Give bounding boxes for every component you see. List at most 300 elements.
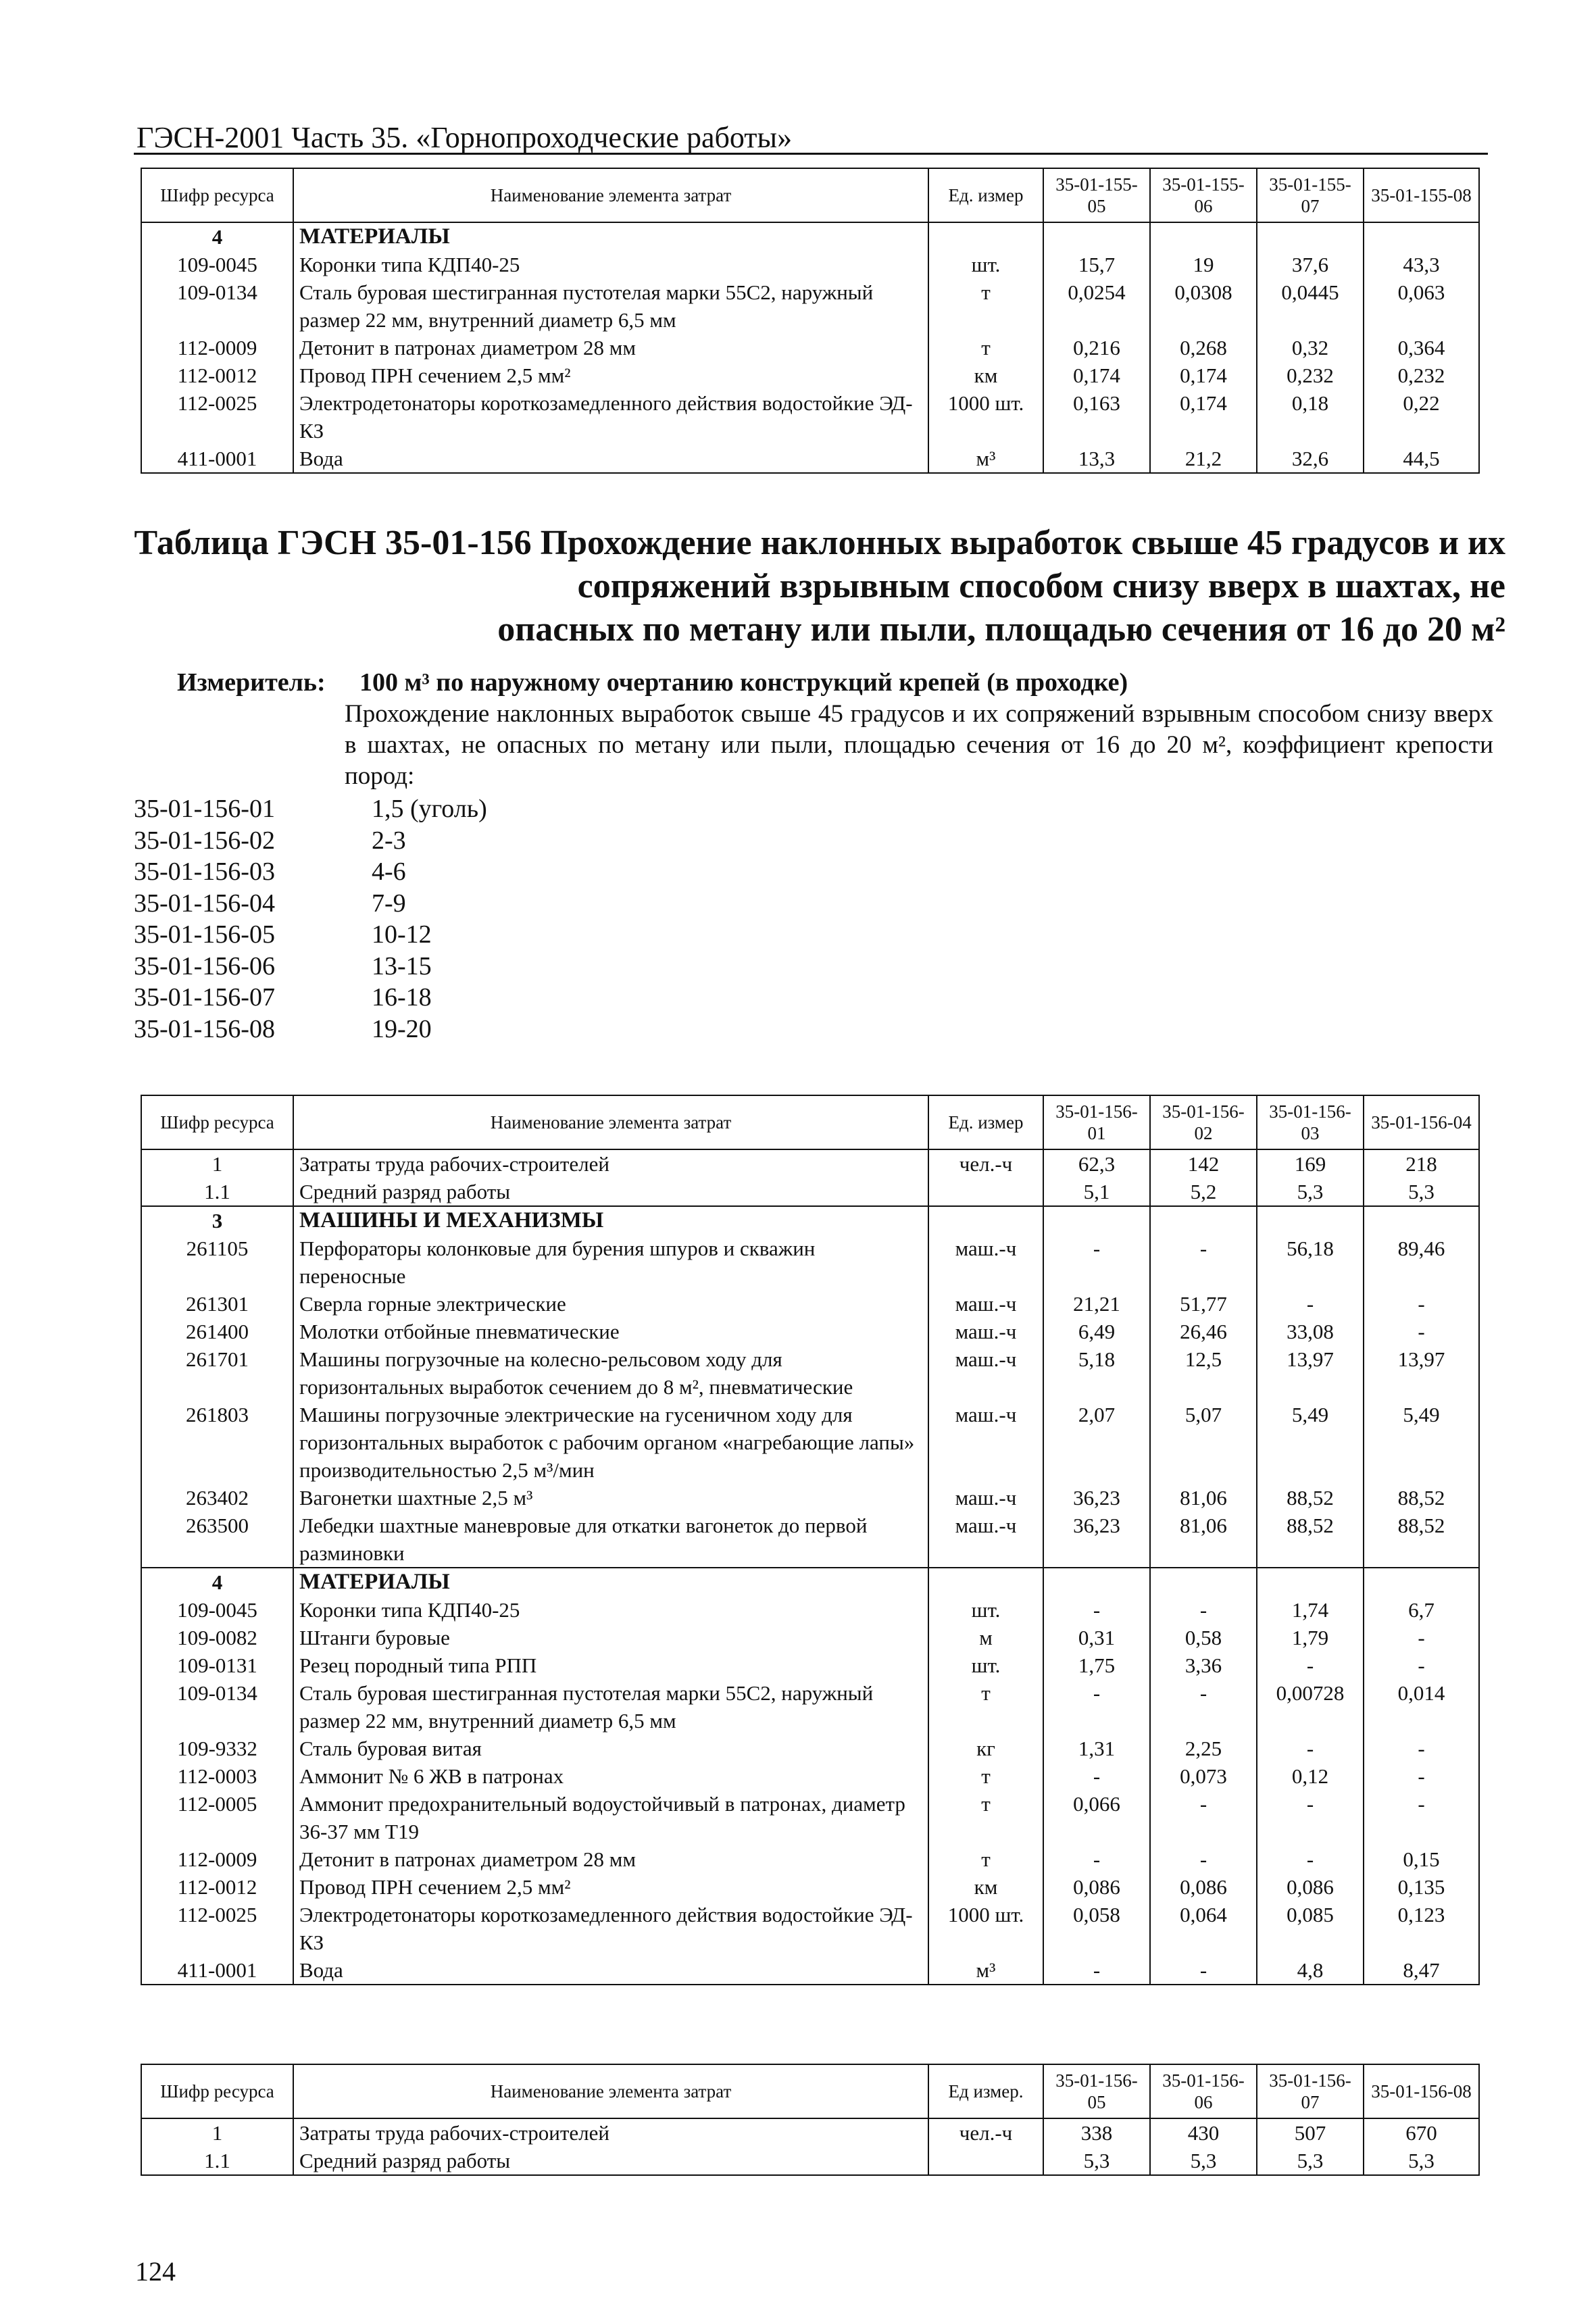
empty-cell <box>928 222 1043 251</box>
empty-cell <box>1043 1206 1150 1235</box>
rock-hardness-value: 13-15 <box>372 951 432 980</box>
value-col-3: 5,49 <box>1257 1401 1364 1484</box>
value-col-2: 81,06 <box>1150 1484 1257 1512</box>
table-row <box>141 1735 1479 1762</box>
col-unit-header: Ед. измер <box>928 1095 1043 1149</box>
resource-code: 109-9332 <box>141 1735 293 1762</box>
unit: 1000 шт. <box>928 389 1043 445</box>
resource-code: 109-0134 <box>141 278 293 334</box>
value-col-3: 4,8 <box>1257 1956 1364 1985</box>
unit: м³ <box>928 1956 1043 1985</box>
value-col-1: 2,07 <box>1043 1401 1150 1484</box>
value-col-2: 51,77 <box>1150 1290 1257 1318</box>
value-col-1: 0,174 <box>1043 362 1150 389</box>
value-col-1: 62,3 <box>1043 1149 1150 1178</box>
table-title <box>134 522 1505 651</box>
table-header-row <box>141 1095 1479 1149</box>
unit: 1000 шт. <box>928 1901 1043 1956</box>
value-col-4: 0,232 <box>1364 362 1479 389</box>
cost-element-name: Сверла горные электрические <box>293 1290 928 1318</box>
value-col-2: - <box>1150 1956 1257 1985</box>
resource-code: 261400 <box>141 1318 293 1345</box>
unit: км <box>928 362 1043 389</box>
table-row <box>141 2147 1479 2175</box>
unit: т <box>928 1762 1043 1790</box>
value-col-3: - <box>1257 1651 1364 1679</box>
table-row <box>141 1762 1479 1790</box>
value-col-1: 6,49 <box>1043 1318 1150 1345</box>
rate-code-row <box>134 856 487 888</box>
value-col-4: 44,5 <box>1364 445 1479 473</box>
cost-element-name: Лебедки шахтные маневровые для откатки вагонеток до первой разминовки <box>293 1512 928 1568</box>
rock-hardness-value: 19-20 <box>372 1014 432 1043</box>
value-col-1: 0,086 <box>1043 1873 1150 1901</box>
col-unit-header: Ед. измер <box>928 168 1043 222</box>
col-name-header: Наименование элемента затрат <box>293 168 928 222</box>
unit: т <box>928 1679 1043 1735</box>
page-number: 124 <box>135 2256 176 2287</box>
resource-table-155 <box>141 168 1480 474</box>
value-col-3: 1,74 <box>1257 1596 1364 1624</box>
value-col-1: 338 <box>1043 2118 1150 2147</box>
unit: маш.-ч <box>928 1290 1043 1318</box>
cost-element-name: Затраты труда рабочих-строителей <box>293 1149 928 1178</box>
cost-element-name: Резец породный типа РПП <box>293 1651 928 1679</box>
cost-element-name: Средний разряд работы <box>293 1178 928 1206</box>
value-col-4: 0,123 <box>1364 1901 1479 1956</box>
value-col-3: 32,6 <box>1257 445 1364 473</box>
resource-code: 112-0003 <box>141 1762 293 1790</box>
cost-element-name: Коронки типа КДП40-25 <box>293 1596 928 1624</box>
table-row <box>141 1845 1479 1873</box>
resource-table-156-01-04 <box>141 1095 1480 1985</box>
value-col-4: - <box>1364 1290 1479 1318</box>
cost-element-name: Молотки отбойные пневматические <box>293 1318 928 1345</box>
section-title: МАШИНЫ И МЕХАНИЗМЫ <box>293 1206 928 1235</box>
col-4-header: 35-01-156-08 <box>1364 2064 1479 2118</box>
resource-code: 1 <box>141 2118 293 2147</box>
resource-code: 411-0001 <box>141 1956 293 1985</box>
unit <box>928 2147 1043 2175</box>
resource-code: 261701 <box>141 1345 293 1401</box>
empty-cell <box>1257 1568 1364 1596</box>
value-col-1: 0,163 <box>1043 389 1150 445</box>
unit: чел.-ч <box>928 1149 1043 1178</box>
value-col-3: 5,3 <box>1257 1178 1364 1206</box>
value-col-4: 43,3 <box>1364 251 1479 278</box>
unit: маш.-ч <box>928 1235 1043 1290</box>
value-col-3: 88,52 <box>1257 1512 1364 1568</box>
value-col-1: - <box>1043 1956 1150 1985</box>
unit: маш.-ч <box>928 1484 1043 1512</box>
value-col-4: 0,063 <box>1364 278 1479 334</box>
section-code: 4 <box>141 222 293 251</box>
unit: чел.-ч <box>928 2118 1043 2147</box>
value-col-2: - <box>1150 1790 1257 1845</box>
value-col-3: 0,12 <box>1257 1762 1364 1790</box>
table-row <box>141 1318 1479 1345</box>
rate-code-row <box>134 825 487 857</box>
value-col-3: 169 <box>1257 1149 1364 1178</box>
value-col-3: 37,6 <box>1257 251 1364 278</box>
value-col-2: 0,174 <box>1150 389 1257 445</box>
value-col-2: 0,58 <box>1150 1624 1257 1651</box>
col-name-header: Наименование элемента затрат <box>293 1095 928 1149</box>
value-col-4: 0,22 <box>1364 389 1479 445</box>
cost-element-name: Электродетонаторы короткозамедленного действия водостойкие ЭД-КЗ <box>293 389 928 445</box>
empty-cell <box>928 1206 1043 1235</box>
table-row <box>141 1178 1479 1206</box>
measure-label: Измеритель: <box>177 668 326 697</box>
value-col-4: 670 <box>1364 2118 1479 2147</box>
value-col-2: 0,064 <box>1150 1901 1257 1956</box>
value-col-2: 5,07 <box>1150 1401 1257 1484</box>
section-row <box>141 222 1479 251</box>
resource-code: 112-0005 <box>141 1790 293 1845</box>
value-col-4: 13,97 <box>1364 1345 1479 1401</box>
value-col-2: 12,5 <box>1150 1345 1257 1401</box>
value-col-2: 0,086 <box>1150 1873 1257 1901</box>
empty-cell <box>1257 222 1364 251</box>
rate-code-row <box>134 919 487 951</box>
col-code-header: Шифр ресурса <box>141 1095 293 1149</box>
unit: кг <box>928 1735 1043 1762</box>
value-col-2: 2,25 <box>1150 1735 1257 1762</box>
value-col-1: 0,0254 <box>1043 278 1150 334</box>
value-col-3: 5,3 <box>1257 2147 1364 2175</box>
table-row <box>141 1873 1479 1901</box>
value-col-2: - <box>1150 1596 1257 1624</box>
value-col-3: 33,08 <box>1257 1318 1364 1345</box>
value-col-4: - <box>1364 1624 1479 1651</box>
unit: т <box>928 334 1043 362</box>
value-col-1: - <box>1043 1596 1150 1624</box>
rate-code-row <box>134 1014 487 1045</box>
unit: м <box>928 1624 1043 1651</box>
value-col-4: 5,3 <box>1364 2147 1479 2175</box>
value-col-4: 0,15 <box>1364 1845 1479 1873</box>
col-4-header: 35-01-155-08 <box>1364 168 1479 222</box>
table-row <box>141 1149 1479 1178</box>
cost-element-name: Электродетонаторы короткозамедленного действия водостойкие ЭД-КЗ <box>293 1901 928 1956</box>
value-col-2: 81,06 <box>1150 1512 1257 1568</box>
value-col-4: 218 <box>1364 1149 1479 1178</box>
value-col-1: 5,18 <box>1043 1345 1150 1401</box>
value-col-2: 0,174 <box>1150 362 1257 389</box>
value-col-2: 21,2 <box>1150 445 1257 473</box>
table-row <box>141 251 1479 278</box>
value-col-4: - <box>1364 1790 1479 1845</box>
empty-cell <box>1364 1568 1479 1596</box>
table-row <box>141 1651 1479 1679</box>
rate-code: 35-01-156-02 <box>134 826 275 855</box>
unit: маш.-ч <box>928 1401 1043 1484</box>
value-col-1: 36,23 <box>1043 1484 1150 1512</box>
value-col-2: 142 <box>1150 1149 1257 1178</box>
col-3-header: 35-01-156-03 <box>1257 1095 1364 1149</box>
value-col-2: 430 <box>1150 2118 1257 2147</box>
value-col-2: 0,0308 <box>1150 278 1257 334</box>
resource-code: 261803 <box>141 1401 293 1484</box>
cost-element-name: Провод ПРН сечением 2,5 мм² <box>293 1873 928 1901</box>
value-col-1: 1,31 <box>1043 1735 1150 1762</box>
table-title-line-3: опасных по метану или пыли, площадью сечения от 16 до 20 м² <box>497 610 1505 649</box>
table-row <box>141 1956 1479 1985</box>
col-3-header: 35-01-156-07 <box>1257 2064 1364 2118</box>
unit: маш.-ч <box>928 1345 1043 1401</box>
table-row <box>141 1790 1479 1845</box>
rate-code: 35-01-156-07 <box>134 983 275 1012</box>
resource-code: 261105 <box>141 1235 293 1290</box>
header-rule <box>134 153 1488 155</box>
value-col-1: 5,1 <box>1043 1178 1150 1206</box>
rock-hardness-value: 1,5 (уголь) <box>372 795 487 823</box>
cost-element-name: Машины погрузочные на колесно-рельсовом ходу для горизонтальных выработок сечением до 8 м², пневматические <box>293 1345 928 1401</box>
value-col-1: 0,058 <box>1043 1901 1150 1956</box>
value-col-4: - <box>1364 1318 1479 1345</box>
value-col-1: 0,31 <box>1043 1624 1150 1651</box>
value-col-3: 1,79 <box>1257 1624 1364 1651</box>
cost-element-name: Аммонит № 6 ЖВ в патронах <box>293 1762 928 1790</box>
table-row <box>141 2118 1479 2147</box>
value-col-1: 5,3 <box>1043 2147 1150 2175</box>
unit: шт. <box>928 251 1043 278</box>
value-col-4: 5,3 <box>1364 1178 1479 1206</box>
value-col-2: 5,2 <box>1150 1178 1257 1206</box>
value-col-1: 21,21 <box>1043 1290 1150 1318</box>
section-row <box>141 1568 1479 1596</box>
table-row <box>141 1679 1479 1735</box>
col-4-header: 35-01-156-04 <box>1364 1095 1479 1149</box>
table-row <box>141 1290 1479 1318</box>
value-col-4: - <box>1364 1735 1479 1762</box>
value-col-3: - <box>1257 1290 1364 1318</box>
value-col-1: - <box>1043 1679 1150 1735</box>
resource-code: 1.1 <box>141 2147 293 2175</box>
rate-code-row <box>134 982 487 1014</box>
resource-code: 261301 <box>141 1290 293 1318</box>
section-code: 4 <box>141 1568 293 1596</box>
empty-cell <box>1150 222 1257 251</box>
unit: шт. <box>928 1596 1043 1624</box>
rate-code: 35-01-156-01 <box>134 795 275 823</box>
rock-hardness-value: 7-9 <box>372 889 406 918</box>
value-col-2: - <box>1150 1845 1257 1873</box>
table-row <box>141 1345 1479 1401</box>
cost-element-name: Вагонетки шахтные 2,5 м³ <box>293 1484 928 1512</box>
value-col-2: 0,268 <box>1150 334 1257 362</box>
resource-code: 411-0001 <box>141 445 293 473</box>
empty-cell <box>1150 1568 1257 1596</box>
unit: м³ <box>928 445 1043 473</box>
cost-element-name: Перфораторы колонковые для бурения шпуров и скважин переносные <box>293 1235 928 1290</box>
table-title-line-2: сопряжений взрывным способом снизу вверх в шахтах, не <box>577 567 1505 605</box>
unit: шт. <box>928 1651 1043 1679</box>
col-code-header: Шифр ресурса <box>141 2064 293 2118</box>
resource-code: 109-0045 <box>141 251 293 278</box>
col-2-header: 35-01-156-02 <box>1150 1095 1257 1149</box>
unit: км <box>928 1873 1043 1901</box>
value-col-3: 88,52 <box>1257 1484 1364 1512</box>
rate-code-row <box>134 951 487 982</box>
cost-element-name: Средний разряд работы <box>293 2147 928 2175</box>
rate-code: 35-01-156-04 <box>134 889 275 918</box>
resource-code: 112-0012 <box>141 1873 293 1901</box>
empty-cell <box>1043 1568 1150 1596</box>
table-header-row <box>141 2064 1479 2118</box>
rock-hardness-value: 10-12 <box>372 920 432 949</box>
cost-element-name: Детонит в патронах диаметром 28 мм <box>293 334 928 362</box>
table-row <box>141 1484 1479 1512</box>
table-row <box>141 1401 1479 1484</box>
empty-cell <box>1150 1206 1257 1235</box>
cost-element-name: Вода <box>293 1956 928 1985</box>
value-col-3: 56,18 <box>1257 1235 1364 1290</box>
cost-element-name: Провод ПРН сечением 2,5 мм² <box>293 362 928 389</box>
value-col-4: 5,49 <box>1364 1401 1479 1484</box>
section-row <box>141 1206 1479 1235</box>
value-col-4: 0,364 <box>1364 334 1479 362</box>
value-col-4: 88,52 <box>1364 1512 1479 1568</box>
table-header-row <box>141 168 1479 222</box>
resource-code: 112-0025 <box>141 389 293 445</box>
value-col-4: 89,46 <box>1364 1235 1479 1290</box>
rate-code-list <box>134 793 487 1045</box>
value-col-2: 19 <box>1150 251 1257 278</box>
rate-code-row <box>134 793 487 825</box>
resource-code: 112-0009 <box>141 1845 293 1873</box>
unit <box>928 1178 1043 1206</box>
empty-cell <box>1257 1206 1364 1235</box>
value-col-4: - <box>1364 1762 1479 1790</box>
cost-element-name: Сталь буровая витая <box>293 1735 928 1762</box>
value-col-3: 507 <box>1257 2118 1364 2147</box>
rate-code: 35-01-156-06 <box>134 951 275 980</box>
value-col-3: 0,18 <box>1257 389 1364 445</box>
col-1-header: 35-01-156-05 <box>1043 2064 1150 2118</box>
value-col-3: 0,086 <box>1257 1873 1364 1901</box>
resource-code: 112-0009 <box>141 334 293 362</box>
unit: т <box>928 1790 1043 1845</box>
cost-element-name: Вода <box>293 445 928 473</box>
value-col-3: - <box>1257 1790 1364 1845</box>
value-col-3: - <box>1257 1735 1364 1762</box>
resource-code: 263402 <box>141 1484 293 1512</box>
value-col-3: 0,00728 <box>1257 1679 1364 1735</box>
resource-code: 112-0012 <box>141 362 293 389</box>
value-col-3: - <box>1257 1845 1364 1873</box>
col-2-header: 35-01-156-06 <box>1150 2064 1257 2118</box>
resource-code: 109-0045 <box>141 1596 293 1624</box>
col-1-header: 35-01-155-05 <box>1043 168 1150 222</box>
rock-hardness-value: 2-3 <box>372 826 406 855</box>
cost-element-name: Аммонит предохранительный водоустойчивый в патронах, диаметр 36-37 мм Т19 <box>293 1790 928 1845</box>
table-row <box>141 278 1479 334</box>
cost-element-name: Штанги буровые <box>293 1624 928 1651</box>
resource-code: 1 <box>141 1149 293 1178</box>
resource-code: 112-0025 <box>141 1901 293 1956</box>
unit: т <box>928 278 1043 334</box>
col-2-header: 35-01-155-06 <box>1150 168 1257 222</box>
table-row <box>141 1512 1479 1568</box>
col-code-header: Шифр ресурса <box>141 168 293 222</box>
table-row <box>141 362 1479 389</box>
value-col-1: 15,7 <box>1043 251 1150 278</box>
resource-table-156-05-08 <box>141 2064 1480 2176</box>
value-col-3: 0,085 <box>1257 1901 1364 1956</box>
value-col-1: 0,066 <box>1043 1790 1150 1845</box>
cost-element-name: Коронки типа КДП40-25 <box>293 251 928 278</box>
cost-element-name: Сталь буровая шестигранная пустотелая марки 55С2, наружный размер 22 мм, внутренний диаметр 6,5 мм <box>293 1679 928 1735</box>
rate-code: 35-01-156-05 <box>134 920 275 949</box>
resource-code: 109-0082 <box>141 1624 293 1651</box>
value-col-1: - <box>1043 1845 1150 1873</box>
table-row <box>141 1596 1479 1624</box>
empty-cell <box>1043 222 1150 251</box>
unit: маш.-ч <box>928 1318 1043 1345</box>
value-col-4: - <box>1364 1651 1479 1679</box>
value-col-4: 88,52 <box>1364 1484 1479 1512</box>
value-col-4: 6,7 <box>1364 1596 1479 1624</box>
value-col-3: 0,32 <box>1257 334 1364 362</box>
col-unit-header: Ед измер. <box>928 2064 1043 2118</box>
rock-hardness-value: 4-6 <box>372 857 406 886</box>
col-3-header: 35-01-155-07 <box>1257 168 1364 222</box>
value-col-1: 13,3 <box>1043 445 1150 473</box>
rate-code-row <box>134 888 487 920</box>
rate-code: 35-01-156-03 <box>134 857 275 886</box>
page-header: ГЭСН-2001 Часть 35. «Горнопроходческие работы» <box>136 121 793 154</box>
cost-element-name: Детонит в патронах диаметром 28 мм <box>293 1845 928 1873</box>
cost-element-name: Машины погрузочные электрические на гусеничном ходу для горизонтальных выработок с рабочим органом «нагребающие лапы» производительностью 2,5 м³/мин <box>293 1401 928 1484</box>
value-col-2: - <box>1150 1235 1257 1290</box>
unit: т <box>928 1845 1043 1873</box>
resource-code: 263500 <box>141 1512 293 1568</box>
table-row <box>141 445 1479 473</box>
table-row <box>141 1235 1479 1290</box>
unit: маш.-ч <box>928 1512 1043 1568</box>
value-col-4: 8,47 <box>1364 1956 1479 1985</box>
resource-code: 109-0134 <box>141 1679 293 1735</box>
section-title: МАТЕРИАЛЫ <box>293 1568 928 1596</box>
table-row <box>141 389 1479 445</box>
value-col-1: - <box>1043 1762 1150 1790</box>
table-row <box>141 1901 1479 1956</box>
empty-cell <box>1364 222 1479 251</box>
cost-element-name: Затраты труда рабочих-строителей <box>293 2118 928 2147</box>
resource-code: 1.1 <box>141 1178 293 1206</box>
table-row <box>141 334 1479 362</box>
table-title-line-1: Таблица ГЭСН 35-01-156 Прохождение наклонных выработок свыше 45 градусов и их <box>134 524 1505 562</box>
col-name-header: Наименование элемента затрат <box>293 2064 928 2118</box>
value-col-3: 13,97 <box>1257 1345 1364 1401</box>
value-col-4: 0,135 <box>1364 1873 1479 1901</box>
table-row <box>141 1624 1479 1651</box>
value-col-3: 0,0445 <box>1257 278 1364 334</box>
section-code: 3 <box>141 1206 293 1235</box>
cost-element-name: Сталь буровая шестигранная пустотелая марки 55С2, наружный размер 22 мм, внутренний диаметр 6,5 мм <box>293 278 928 334</box>
value-col-2: - <box>1150 1679 1257 1735</box>
rock-hardness-value: 16-18 <box>372 983 432 1012</box>
measure-description: Прохождение наклонных выработок свыше 45 градусов и их сопряжений взрывным способом снизу вверх в шахтах, не опасных по метану или пыли, площадью сечения от 16 до 20 м², коэффициент крепости пород: <box>345 700 1493 790</box>
resource-code: 109-0131 <box>141 1651 293 1679</box>
rate-code: 35-01-156-08 <box>134 1014 275 1043</box>
value-col-3: 0,232 <box>1257 362 1364 389</box>
value-col-2: 26,46 <box>1150 1318 1257 1345</box>
value-col-2: 3,36 <box>1150 1651 1257 1679</box>
value-col-1: 0,216 <box>1043 334 1150 362</box>
value-col-1: 36,23 <box>1043 1512 1150 1568</box>
